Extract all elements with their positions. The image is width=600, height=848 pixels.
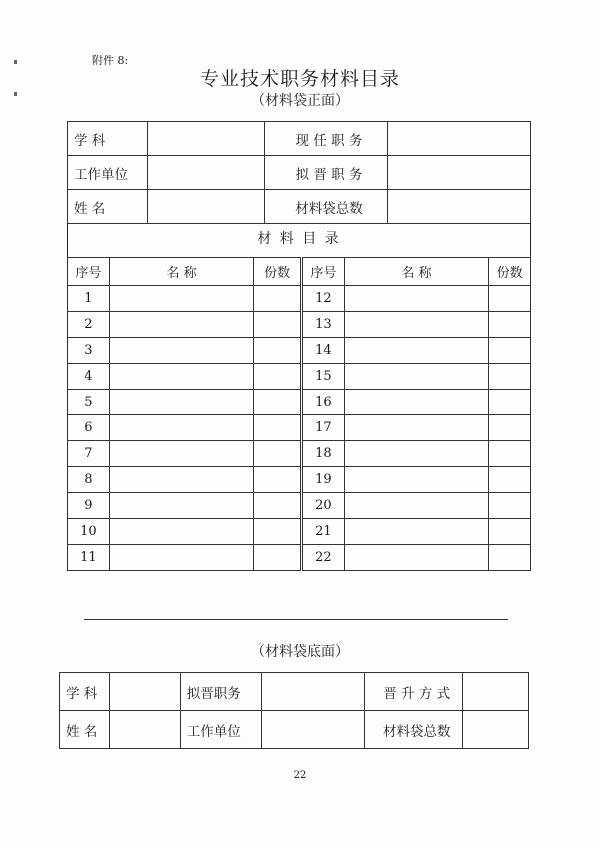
subject-field[interactable] (147, 122, 264, 156)
table-row (68, 286, 301, 312)
name-field[interactable] (147, 190, 264, 224)
row-number: 22 (303, 544, 345, 570)
bag-total-field[interactable] (388, 190, 531, 224)
row-number: 16 (303, 389, 345, 415)
table-row (68, 389, 301, 415)
table-row (303, 389, 531, 415)
material-name-field[interactable] (109, 389, 253, 415)
copies-field[interactable] (489, 467, 531, 493)
table-row (303, 363, 531, 389)
back-bag-total-label: 材料袋总数 (365, 711, 463, 749)
copies-field[interactable] (254, 544, 301, 570)
back-work-unit-label: 工作单位 (180, 711, 261, 749)
table-row (303, 415, 531, 441)
row-number: 19 (303, 467, 345, 493)
material-name-field[interactable] (109, 415, 253, 441)
row-number: 9 (68, 493, 110, 519)
table-row (68, 311, 301, 337)
material-name-field[interactable] (109, 441, 253, 467)
proposed-position-label: 拟 晋 职 务 (264, 156, 388, 190)
table-row (303, 311, 531, 337)
back-label: （材料袋底面） (251, 644, 349, 660)
table-row (68, 519, 301, 545)
col-name: 名 称 (109, 258, 253, 286)
material-name-field[interactable] (344, 337, 488, 363)
material-name-field[interactable] (344, 389, 488, 415)
material-name-field[interactable] (344, 544, 488, 570)
row-number: 14 (303, 337, 345, 363)
table-row (68, 415, 301, 441)
back-proposed-position-field[interactable] (261, 673, 365, 711)
material-name-field[interactable] (109, 467, 253, 493)
current-position-field[interactable] (388, 122, 531, 156)
copies-field[interactable] (254, 493, 301, 519)
catalog-list-left (67, 257, 301, 571)
col-seq: 序号 (68, 258, 110, 286)
material-name-field[interactable] (344, 363, 488, 389)
back-name-label: 姓 名 (60, 711, 110, 749)
row-number: 1 (68, 286, 110, 312)
material-name-field[interactable] (109, 311, 253, 337)
table-row (303, 519, 531, 545)
work-unit-label: 工作单位 (68, 156, 148, 190)
copies-field[interactable] (489, 519, 531, 545)
catalog-list-right (302, 257, 531, 571)
row-number: 17 (303, 415, 345, 441)
name-label: 姓 名 (68, 190, 148, 224)
back-subject-field[interactable] (109, 673, 180, 711)
page-number: 22 (293, 770, 307, 781)
back-name-field[interactable] (109, 711, 180, 749)
material-name-field[interactable] (344, 519, 488, 545)
bag-total-label: 材料袋总数 (264, 190, 388, 224)
copies-field[interactable] (489, 363, 531, 389)
table-row (303, 337, 531, 363)
table-row (68, 441, 301, 467)
table-row (303, 467, 531, 493)
subject-label: 学 科 (68, 122, 148, 156)
copies-field[interactable] (489, 286, 531, 312)
copies-field[interactable] (489, 441, 531, 467)
material-name-field[interactable] (344, 441, 488, 467)
front-info-table (67, 121, 531, 224)
row-number: 6 (68, 415, 110, 441)
copies-field[interactable] (489, 337, 531, 363)
material-name-field[interactable] (109, 493, 253, 519)
row-number: 8 (68, 467, 110, 493)
material-name-field[interactable] (109, 519, 253, 545)
back-proposed-position-label: 拟晋职务 (180, 673, 261, 711)
material-name-field[interactable] (344, 415, 488, 441)
copies-field[interactable] (254, 467, 301, 493)
copies-field[interactable] (489, 311, 531, 337)
col-name: 名 称 (344, 258, 488, 286)
row-number: 4 (68, 363, 110, 389)
row-number: 5 (68, 389, 110, 415)
row-number: 10 (68, 519, 110, 545)
table-row (68, 363, 301, 389)
front-label: （材料袋正面） (251, 93, 349, 109)
back-subject-label: 学 科 (60, 673, 110, 711)
back-work-unit-field[interactable] (261, 711, 365, 749)
row-number: 11 (68, 544, 110, 570)
table-row (68, 544, 301, 570)
table-row (68, 493, 301, 519)
copies-field[interactable] (489, 493, 531, 519)
row-number: 13 (303, 311, 345, 337)
copies-field[interactable] (254, 311, 301, 337)
table-row (303, 493, 531, 519)
page-title: 专业技术职务材料目录 (199, 68, 400, 90)
copies-field[interactable] (254, 441, 301, 467)
attachment-label: 附件 8: (92, 54, 129, 67)
copies-field[interactable] (254, 337, 301, 363)
back-bag-total-field[interactable] (463, 711, 529, 749)
material-name-field[interactable] (109, 363, 253, 389)
copies-field[interactable] (254, 286, 301, 312)
material-name-field[interactable] (344, 467, 488, 493)
material-name-field[interactable] (109, 337, 253, 363)
table-row (303, 544, 531, 570)
copies-field[interactable] (489, 544, 531, 570)
copies-field[interactable] (489, 415, 531, 441)
col-seq: 序号 (303, 258, 345, 286)
row-number: 3 (68, 337, 110, 363)
table-row (68, 467, 301, 493)
row-number: 2 (68, 311, 110, 337)
row-number: 18 (303, 441, 345, 467)
catalog-title: 材 料 目 录 (67, 222, 531, 257)
table-row (303, 441, 531, 467)
col-copies: 份数 (489, 258, 531, 286)
work-unit-field[interactable] (147, 156, 264, 190)
back-info-table (59, 672, 529, 749)
row-number: 12 (303, 286, 345, 312)
material-name-field[interactable] (109, 544, 253, 570)
copies-field[interactable] (254, 363, 301, 389)
material-name-field[interactable] (109, 286, 253, 312)
col-copies: 份数 (254, 258, 301, 286)
margin-mark (14, 92, 17, 96)
material-name-field[interactable] (344, 286, 488, 312)
row-number: 15 (303, 363, 345, 389)
copies-field[interactable] (254, 519, 301, 545)
material-name-field[interactable] (344, 493, 488, 519)
table-row (68, 337, 301, 363)
promotion-method-label: 晋 升 方 式 (365, 673, 463, 711)
copies-field[interactable] (254, 389, 301, 415)
proposed-position-field[interactable] (388, 156, 531, 190)
row-number: 21 (303, 519, 345, 545)
copies-field[interactable] (254, 415, 301, 441)
current-position-label: 现 任 职 务 (264, 122, 388, 156)
section-divider (84, 619, 508, 620)
row-number: 7 (68, 441, 110, 467)
table-row (303, 286, 531, 312)
copies-field[interactable] (489, 389, 531, 415)
material-name-field[interactable] (344, 311, 488, 337)
promotion-method-field[interactable] (463, 673, 529, 711)
margin-mark (14, 60, 17, 64)
row-number: 20 (303, 493, 345, 519)
